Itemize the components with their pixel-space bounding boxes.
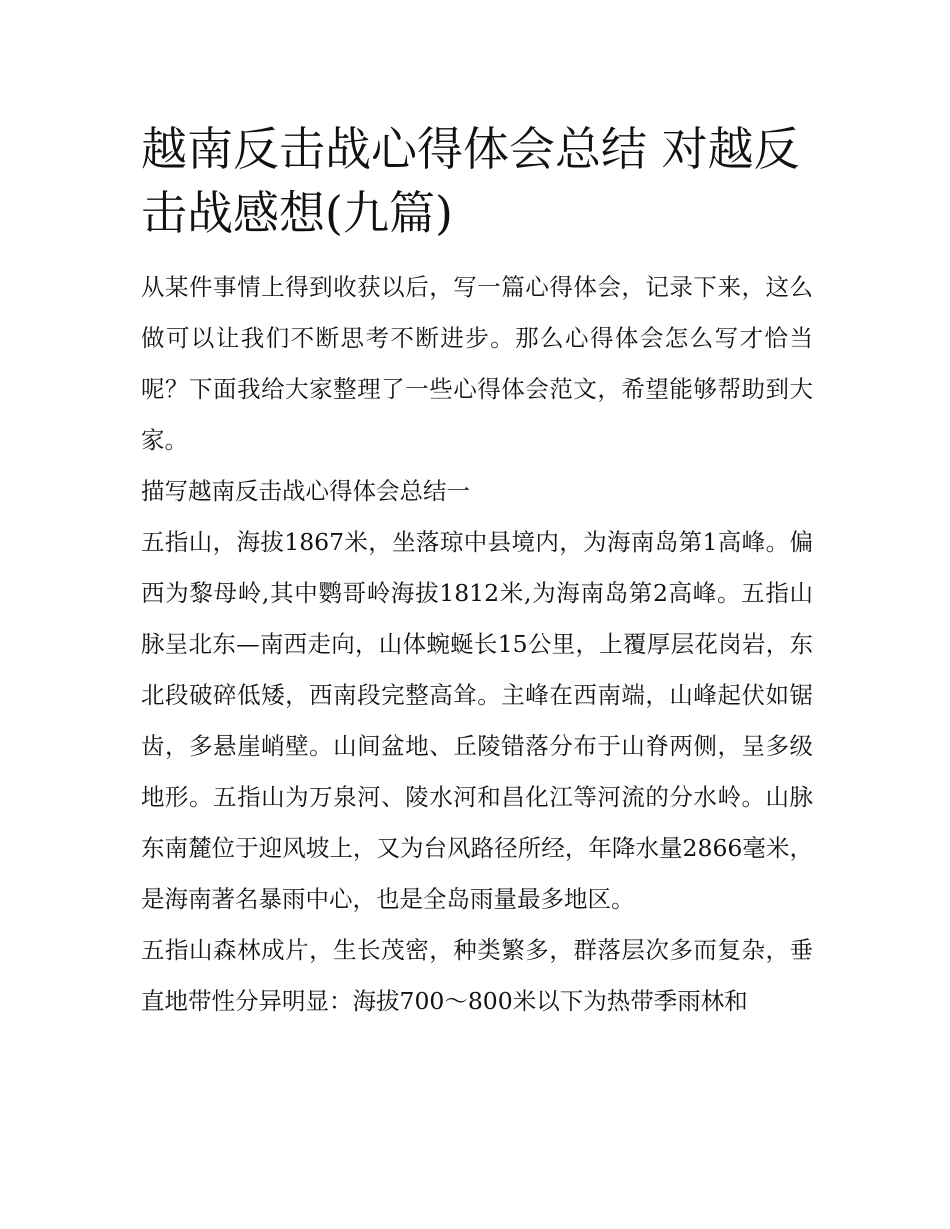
document-title: 越南反击战心得体会总结 对越反击战感想(九篇) — [141, 122, 800, 240]
document-content — [141, 117, 813, 1027]
body-paragraph: 五指山森林成片，生长茂密，种类繁多，群落层次多而复杂，垂直地带性分异明显：海拔700～800米以下为热带季雨林和 — [141, 936, 813, 1015]
intro-paragraph: 从某件事情上得到收获以后，写一篇心得体会，记录下来，这么做可以让我们不断思考不断进步。那么心得体会怎么写才恰当呢？下面我给大家整理了一些心得体会范文，希望能够帮助到大家。 — [141, 273, 813, 454]
section-heading: 描写越南反击战心得体会总结一 — [141, 477, 470, 505]
body-paragraph: 五指山，海拔1867米，坐落琼中县境内，为海南岛第1高峰。偏西为黎母岭,其中鹦哥岭海拔1812米,为海南岛第2高峰。五指山脉呈北东—南西走向，山体蜿蜒长15公里，上覆厚层花岗岩，东北段破碎低矮，西南段完整高耸。主峰在西南端，山峰起伏如锯齿，多悬崖峭壁。山间盆地、丘陵错落分布于山脊两侧，呈多级地形。五指山为万泉河、陵水河和昌化江等河流的分水岭。山脉东南麓位于迎风坡上，又为台风路径所经，年降水量2866毫米，是海南著名暴雨中心，也是全岛雨量最多地区。 — [141, 528, 813, 913]
